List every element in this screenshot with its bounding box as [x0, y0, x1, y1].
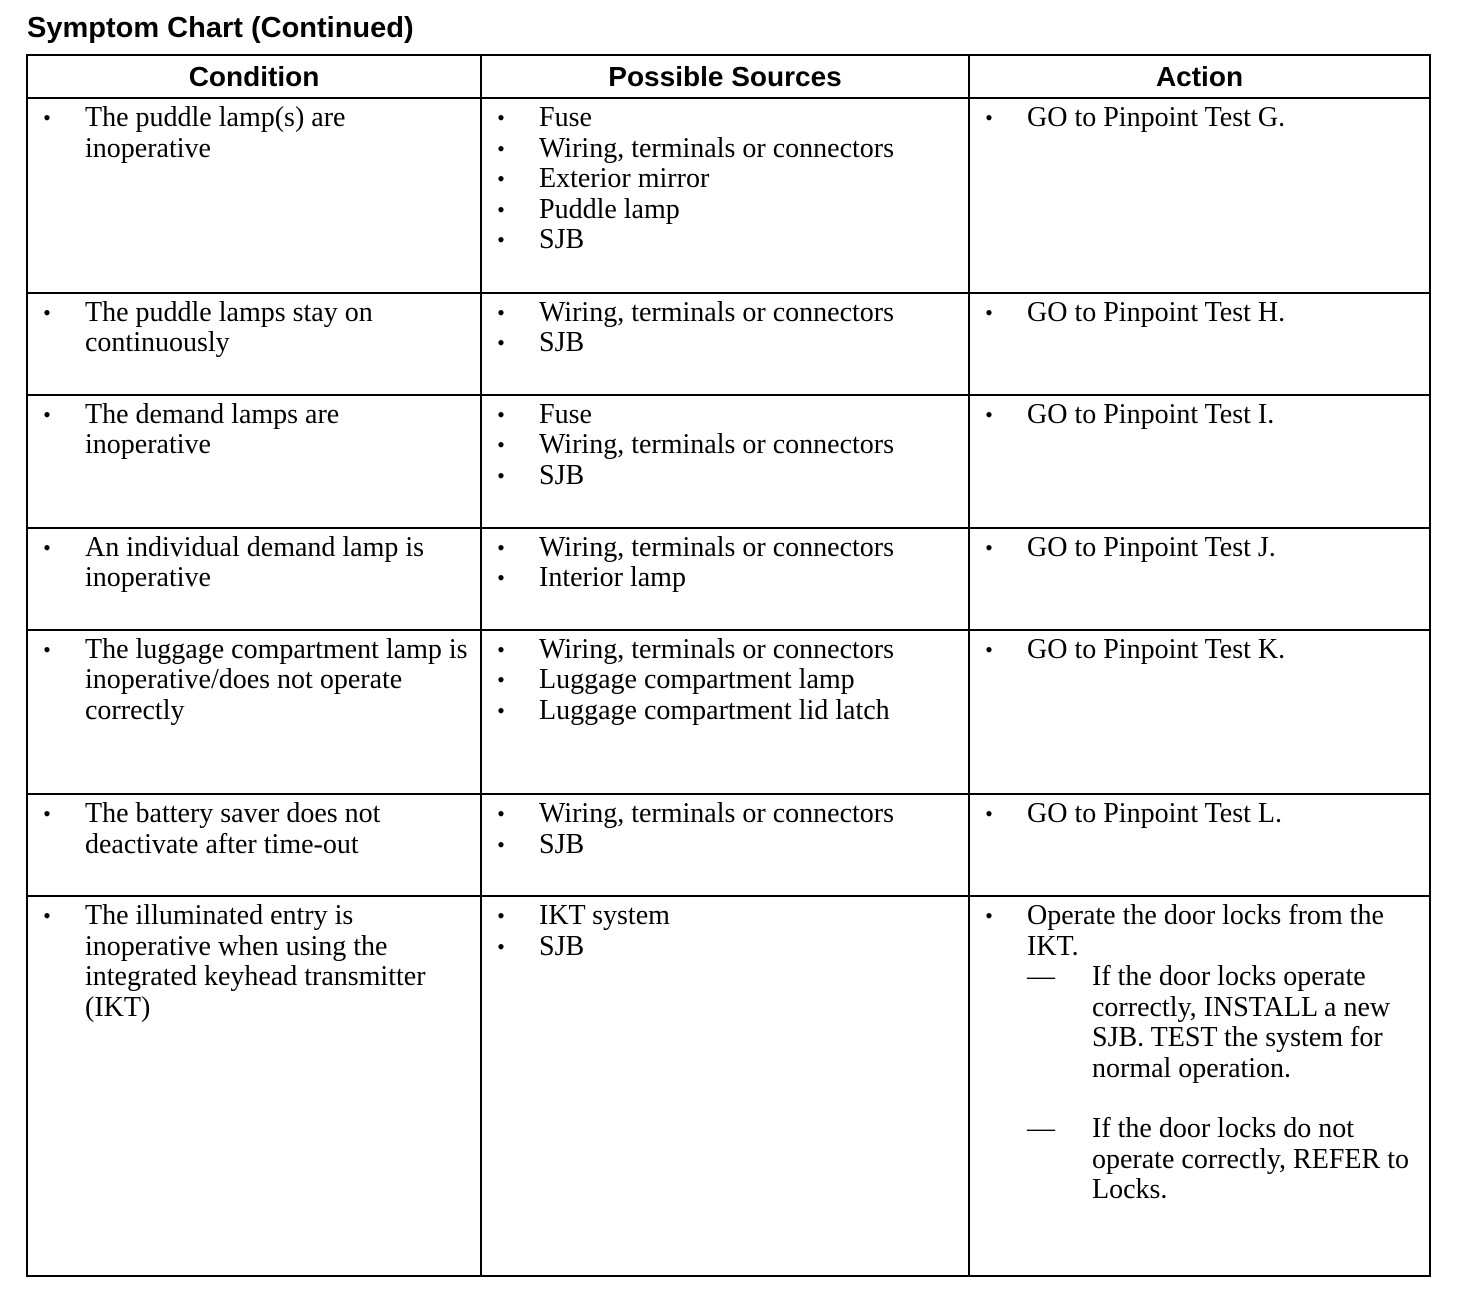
source-text: Interior lamp	[539, 562, 686, 594]
table-row	[27, 794, 1430, 896]
bullet-icon: •	[497, 299, 505, 325]
action-item	[982, 298, 1421, 329]
bullet-icon: •	[43, 534, 51, 560]
condition-text: The puddle lamp(s) are inoperative	[85, 102, 346, 164]
source-item	[494, 195, 960, 226]
action-text: Operate the door locks from the IKT.	[1027, 900, 1384, 962]
possible-sources-cell	[481, 528, 969, 630]
header-possible-sources: Possible Sources	[481, 55, 969, 98]
bullet-icon: •	[497, 667, 505, 693]
condition-item	[40, 635, 472, 727]
source-text: Luggage compartment lid latch	[539, 694, 890, 726]
source-text: Fuse	[539, 398, 592, 430]
bullet-icon: •	[497, 105, 505, 130]
bullet-icon: •	[497, 462, 505, 488]
condition-item	[40, 400, 472, 461]
source-item	[494, 635, 960, 666]
bullet-icon: •	[985, 903, 993, 929]
table-row	[27, 528, 1430, 630]
action-text: GO to Pinpoint Test I.	[1027, 398, 1275, 430]
condition-item	[40, 799, 472, 860]
condition-text: The luggage compartment lamp is inoperative/does not operate correctly	[85, 633, 468, 726]
source-item	[494, 932, 960, 963]
action-cell	[969, 528, 1430, 630]
bullet-icon: •	[497, 166, 505, 191]
bullet-icon: •	[985, 299, 993, 325]
source-text: Wiring, terminals or connectors	[539, 633, 894, 665]
table-row	[27, 630, 1430, 795]
table-row	[27, 395, 1430, 528]
condition-text: The puddle lamps stay on continuously	[85, 296, 373, 359]
condition-cell	[27, 98, 481, 293]
source-text: IKT system	[539, 900, 670, 932]
symptom-chart-table	[26, 54, 1431, 1277]
bullet-icon: •	[497, 330, 505, 356]
bullet-icon: •	[985, 401, 993, 427]
action-item	[982, 635, 1421, 666]
action-cell	[969, 395, 1430, 528]
source-item	[494, 461, 960, 492]
bullet-icon: •	[497, 636, 505, 662]
source-item	[494, 103, 960, 134]
bullet-icon: •	[43, 903, 51, 929]
source-item	[494, 665, 960, 696]
source-text: SJB	[539, 459, 585, 491]
condition-cell	[27, 528, 481, 630]
action-cell	[969, 896, 1430, 1276]
source-item	[494, 225, 960, 256]
source-text: Fuse	[539, 102, 592, 133]
bullet-icon: •	[497, 432, 505, 458]
bullet-icon: •	[497, 534, 505, 560]
header-condition: Condition	[27, 55, 481, 98]
bullet-icon: •	[497, 831, 505, 857]
table-row	[27, 98, 1430, 293]
source-item	[494, 328, 960, 359]
bullet-icon: •	[985, 105, 993, 130]
action-item	[982, 400, 1421, 431]
source-item	[494, 430, 960, 461]
possible-sources-cell	[481, 395, 969, 528]
source-text: SJB	[539, 828, 585, 860]
source-text: Wiring, terminals or connectors	[539, 531, 894, 563]
source-text: Wiring, terminals or connectors	[539, 132, 894, 164]
possible-sources-cell	[481, 794, 969, 896]
chart-title: Symptom Chart (Continued)	[27, 12, 414, 44]
bullet-icon: •	[497, 227, 505, 252]
source-item	[494, 799, 960, 830]
dash-icon: —	[1027, 961, 1055, 993]
source-text: Puddle lamp	[539, 193, 680, 225]
bullet-icon: •	[497, 401, 505, 427]
action-cell	[969, 98, 1430, 293]
bullet-icon: •	[985, 534, 993, 560]
possible-sources-cell	[481, 98, 969, 293]
condition-cell	[27, 896, 481, 1276]
source-item	[494, 901, 960, 932]
action-sub-item	[1027, 962, 1421, 1084]
bullet-icon: •	[497, 135, 505, 161]
possible-sources-cell	[481, 293, 969, 395]
action-item	[982, 901, 1421, 1206]
action-sub-text: If the door locks operate correctly, INSTALL a new SJB. TEST the system for normal operation.	[1092, 961, 1391, 1084]
table-row	[27, 293, 1430, 395]
source-item	[494, 164, 960, 195]
action-sub-text: If the door locks do not operate correctly, REFER to Locks.	[1092, 1113, 1409, 1206]
condition-text: The demand lamps are inoperative	[85, 398, 340, 461]
condition-text: An individual demand lamp is inoperative	[85, 531, 425, 594]
bullet-icon: •	[497, 933, 505, 959]
source-item	[494, 696, 960, 727]
condition-text: The illuminated entry is inoperative when using the integrated keyhead transmitter (IKT)	[85, 900, 426, 1023]
condition-cell	[27, 794, 481, 896]
bullet-icon: •	[43, 401, 51, 427]
source-item	[494, 533, 960, 564]
source-item	[494, 563, 960, 594]
action-sub-item	[1027, 1114, 1421, 1206]
condition-text: The battery saver does not deactivate after time-out	[85, 798, 381, 860]
bullet-icon: •	[43, 299, 51, 325]
condition-item	[40, 298, 472, 359]
bullet-icon: •	[497, 565, 505, 591]
source-text: Wiring, terminals or connectors	[539, 798, 894, 830]
source-text: SJB	[539, 224, 585, 255]
possible-sources-cell	[481, 630, 969, 795]
source-text: SJB	[539, 930, 585, 962]
bullet-icon: •	[497, 903, 505, 929]
condition-item	[40, 103, 472, 164]
source-text: SJB	[539, 327, 585, 359]
action-cell	[969, 630, 1430, 795]
source-text: Luggage compartment lamp	[539, 664, 855, 696]
bullet-icon: •	[43, 636, 51, 662]
condition-cell	[27, 630, 481, 795]
source-item	[494, 298, 960, 329]
action-item	[982, 799, 1421, 830]
bullet-icon: •	[497, 697, 505, 723]
source-text: Wiring, terminals or connectors	[539, 296, 894, 328]
action-text: GO to Pinpoint Test G.	[1027, 102, 1286, 133]
action-item	[982, 533, 1421, 564]
bullet-icon: •	[43, 801, 51, 827]
bullet-icon: •	[985, 636, 993, 662]
source-item	[494, 400, 960, 431]
bullet-icon: •	[985, 801, 993, 827]
header-action: Action	[969, 55, 1430, 98]
action-text: GO to Pinpoint Test H.	[1027, 296, 1286, 328]
condition-cell	[27, 293, 481, 395]
source-item	[494, 134, 960, 165]
action-text: GO to Pinpoint Test L.	[1027, 798, 1282, 830]
action-item	[982, 103, 1421, 134]
condition-item	[40, 901, 472, 1023]
header-row	[27, 55, 1430, 98]
action-text: GO to Pinpoint Test K.	[1027, 633, 1286, 665]
bullet-icon: •	[43, 105, 51, 130]
action-cell	[969, 794, 1430, 896]
source-text: Wiring, terminals or connectors	[539, 429, 894, 461]
possible-sources-cell	[481, 896, 969, 1276]
condition-cell	[27, 395, 481, 528]
source-text: Exterior mirror	[539, 163, 710, 194]
dash-icon: —	[1027, 1113, 1055, 1145]
bullet-icon: •	[497, 196, 505, 222]
source-item	[494, 830, 960, 861]
table-row	[27, 896, 1430, 1276]
bullet-icon: •	[497, 801, 505, 827]
chart-body	[27, 98, 1430, 1276]
action-cell	[969, 293, 1430, 395]
action-text: GO to Pinpoint Test J.	[1027, 531, 1276, 563]
condition-item	[40, 533, 472, 594]
